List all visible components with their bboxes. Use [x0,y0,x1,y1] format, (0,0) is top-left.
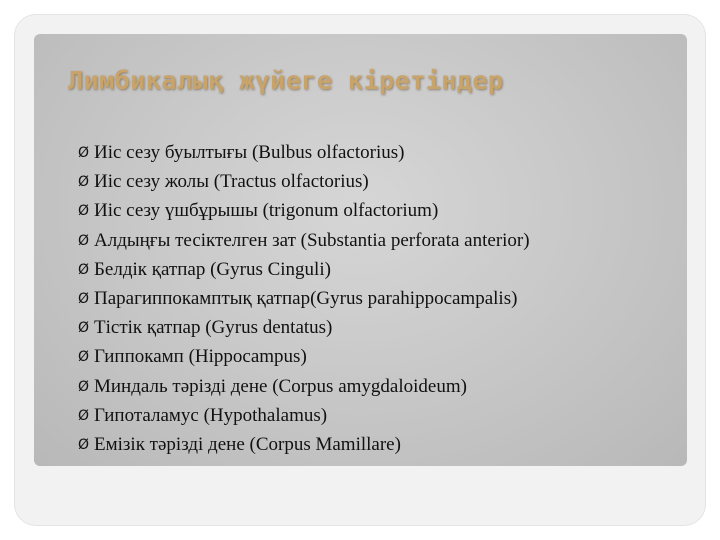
list-item [78,372,530,401]
arrow-bullet-icon: Ø [78,203,90,220]
list-item [78,167,530,196]
list-item [78,226,530,255]
arrow-bullet-icon: Ø [78,436,90,453]
arrow-bullet-icon: Ø [78,320,90,337]
slide-title: Лимбикалық жүйеге кіретіндер [68,66,504,95]
list-item-text: Тістік қатпар (Gyrus dentatus) [94,317,333,339]
list-item [78,401,530,430]
arrow-bullet-icon: Ø [78,174,90,191]
list-item-text: Алдыңғы тесіктелген зат (Substantia perforata anterior) [94,229,530,251]
arrow-bullet-icon: Ø [78,349,90,366]
list-item-text: Иіс сезу буылтығы (Bulbus olfactorius) [94,142,405,163]
list-item-text: Гиппокамп (Hippocampus) [94,346,307,368]
list-item-text: Гипоталамус (Hypothalamus) [94,404,328,426]
arrow-bullet-icon: Ø [78,145,90,161]
list-item [78,284,530,313]
list-item [78,255,530,284]
arrow-bullet-icon: Ø [78,232,90,249]
list-item-text: Иіс сезу үшбұрышы (trigonum olfactorium) [94,200,439,222]
list-item-text: Емізік тәрізді дене (Corpus Mamillare) [94,433,401,455]
arrow-bullet-icon: Ø [78,290,90,307]
list-item [78,138,530,167]
list-item-text: Белдік қатпар (Gyrus Cinguli) [94,258,331,280]
list-item [78,342,530,371]
list-item-text: Иіс сезу жолы (Tractus olfactorius) [94,171,369,193]
list-item [78,196,530,225]
bullet-list [78,138,530,459]
arrow-bullet-icon: Ø [78,378,90,395]
list-item-text: Парагиппокамптық қатпар(Gyrus parahippocampalis) [94,287,518,309]
arrow-bullet-icon: Ø [78,261,90,278]
list-item [78,430,530,459]
arrow-bullet-icon: Ø [78,407,90,424]
list-item [78,313,530,342]
list-item-text: Миндаль тәрізді дене (Corpus amygdaloideum) [94,375,467,397]
